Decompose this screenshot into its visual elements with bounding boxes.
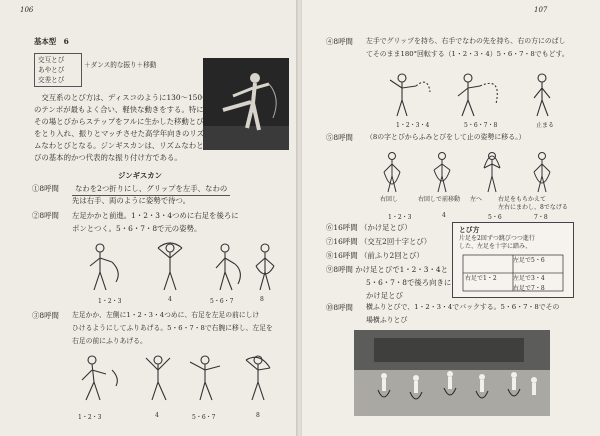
sub-cap-4: 右足をもちかえて — [498, 196, 547, 203]
intro-line-6: びの基本的かつ代表的な振り付け方である。 — [34, 153, 182, 162]
tobikata-label-1: 左足で5・6 — [513, 257, 545, 264]
move-3: 交差とび — [38, 76, 65, 84]
fig2-cap-3: 5・6・7 — [192, 414, 216, 421]
tobikata-label-4: 右足で7・8 — [513, 285, 545, 292]
mid-cap-2: 4 — [442, 212, 446, 219]
step-2-line-2: ポンとつく。5・6・7・8で元の姿勢。 — [72, 224, 202, 233]
mid-cap-1: 1・2・3 — [388, 214, 412, 221]
intro-line-3: その場とびからステップをフルに生かした移動とび — [34, 117, 204, 126]
top-cap-2: 5・6・7・8 — [464, 122, 498, 129]
step-1-line-2: 先は右手、両のように姿勢で待つ。 — [72, 196, 190, 205]
step-9-line-2: 5・6・7・8で後ろ向きに — [366, 278, 452, 287]
figure-row-1 — [60, 238, 290, 300]
sub-cap-1: 右回し — [380, 196, 399, 203]
figure-row-mid — [372, 148, 572, 198]
schoolyard-photo — [354, 330, 550, 416]
tobikata-line-2: した、左足を十字に踏み、 — [459, 243, 532, 250]
top-cap-1: 1・2・3・4 — [396, 122, 430, 129]
step-10-tag: ⑩8呼間 — [326, 303, 353, 312]
move-2: あやとび — [38, 66, 65, 74]
step-3-line-3: 右足の前にふりあげる。 — [72, 337, 147, 345]
intro-line-5: ムなわとびとなる。ジンギスカンは、リズムなわと — [34, 141, 204, 150]
tobikata-title: とび方 — [459, 226, 480, 234]
move-1: 交互とび — [38, 56, 65, 64]
step-4-line-2: てそのまま180°回転する（1・2・3・4）5・6・7・8でもどす。 — [366, 50, 569, 58]
figure-row-top — [372, 66, 572, 120]
mid-cap-4: 7・8 — [534, 214, 548, 221]
step-10-line-1: 横ふりとびで、1・2・3・4でバックする。5・6・7・8でその — [366, 303, 560, 311]
schoolyard-scene — [354, 330, 550, 416]
step-3-line-1: 左足かか、左側に1・2・3・4つめに、右足を左足の前にしけ — [72, 311, 260, 319]
right-page — [302, 0, 600, 436]
fig2-cap-4: 8 — [256, 412, 260, 419]
list-8: ⑧16呼間 （前ふり2回とび） — [326, 251, 424, 260]
tobikata-line-1: 片足を2回ずつ跳びつつ進行 — [459, 235, 535, 242]
page-number-right: 107 — [534, 6, 548, 14]
list-6: ⑥16呼間 （かけ足とび） — [326, 223, 412, 232]
tobikata-label-3: 左足で3・4 — [513, 275, 545, 282]
step-3-line-2: ひけるようにしてふりあげる。5・6・7・8で右腕に移し、左足を — [72, 324, 273, 332]
step-10-line-2: 場横ふりとび — [366, 316, 408, 324]
list-7: ⑦16呼間 （交互2回十字とび） — [326, 237, 432, 246]
list-9: ⑨8呼間 かけ足とびで1・2・3・4と — [326, 265, 448, 274]
basic-type-heading: 基本型 6 — [34, 37, 69, 46]
step-5-line-1: （8の字とびからふみとびをして止の姿勢に移る。） — [366, 133, 526, 141]
step-1-tag: ①8呼間 — [32, 184, 59, 193]
dancer-silhouette — [203, 58, 289, 150]
intro-line-4: をとり入れ、振りとマッチさせた高学年向きのリズ — [34, 129, 204, 138]
dancer-photo — [203, 58, 289, 150]
step-2-line-1: 左足かかと前進。1・2・3・4つめに右足を後ろに — [72, 211, 239, 220]
song-title: ジンギスカン — [118, 171, 163, 180]
sub-cap-2: 右回しで前移動 — [418, 196, 461, 203]
step-3-tag: ③8呼間 — [32, 311, 59, 320]
sub-cap-3: 左へ — [470, 196, 483, 203]
mid-cap-3: 5・6 — [488, 214, 502, 221]
step-2-tag: ②8呼間 — [32, 211, 59, 220]
step-4-line-1: 左手でグリップを持ち、右手でなわの先を持ち、右の方にのばし — [366, 37, 566, 45]
fig2-cap-1: 1・2・3 — [78, 414, 102, 421]
moves-box — [34, 53, 82, 87]
fig1-cap-4: 8 — [260, 296, 264, 303]
fig1-cap-3: 5・6・7 — [210, 298, 234, 305]
page-number-left: 106 — [20, 6, 34, 14]
tobikata-label-2: 右足で1・2 — [465, 275, 497, 282]
fig1-cap-2: 4 — [168, 296, 172, 303]
intro-line-1: 交互系のとび方は、ディスコのように130〜150位 — [34, 93, 210, 102]
fig1-cap-1: 1・2・3 — [98, 298, 122, 305]
intro-line-2: のテンポが最もよく合い、軽快な動きをする。特に — [34, 105, 204, 114]
fig2-cap-2: 4 — [155, 412, 159, 419]
figure-row-2 — [60, 350, 290, 410]
dance-label: ＋ダンス的な振り＋移動 — [84, 61, 157, 69]
top-cap-3: 止まる — [536, 122, 555, 129]
step-9-line-3: かけ足とび — [366, 291, 403, 300]
sub-cap-5: 左右にまわし、8でなげる — [498, 204, 568, 211]
tobikata-box — [452, 222, 574, 298]
step-1-line-1: なわを2つ折りにし、グリップを左手、なわの — [72, 182, 230, 196]
left-page — [0, 0, 298, 436]
step-4-tag: ④8呼間 — [326, 37, 353, 46]
step-5-tag: ⑤8呼間 — [326, 133, 353, 142]
